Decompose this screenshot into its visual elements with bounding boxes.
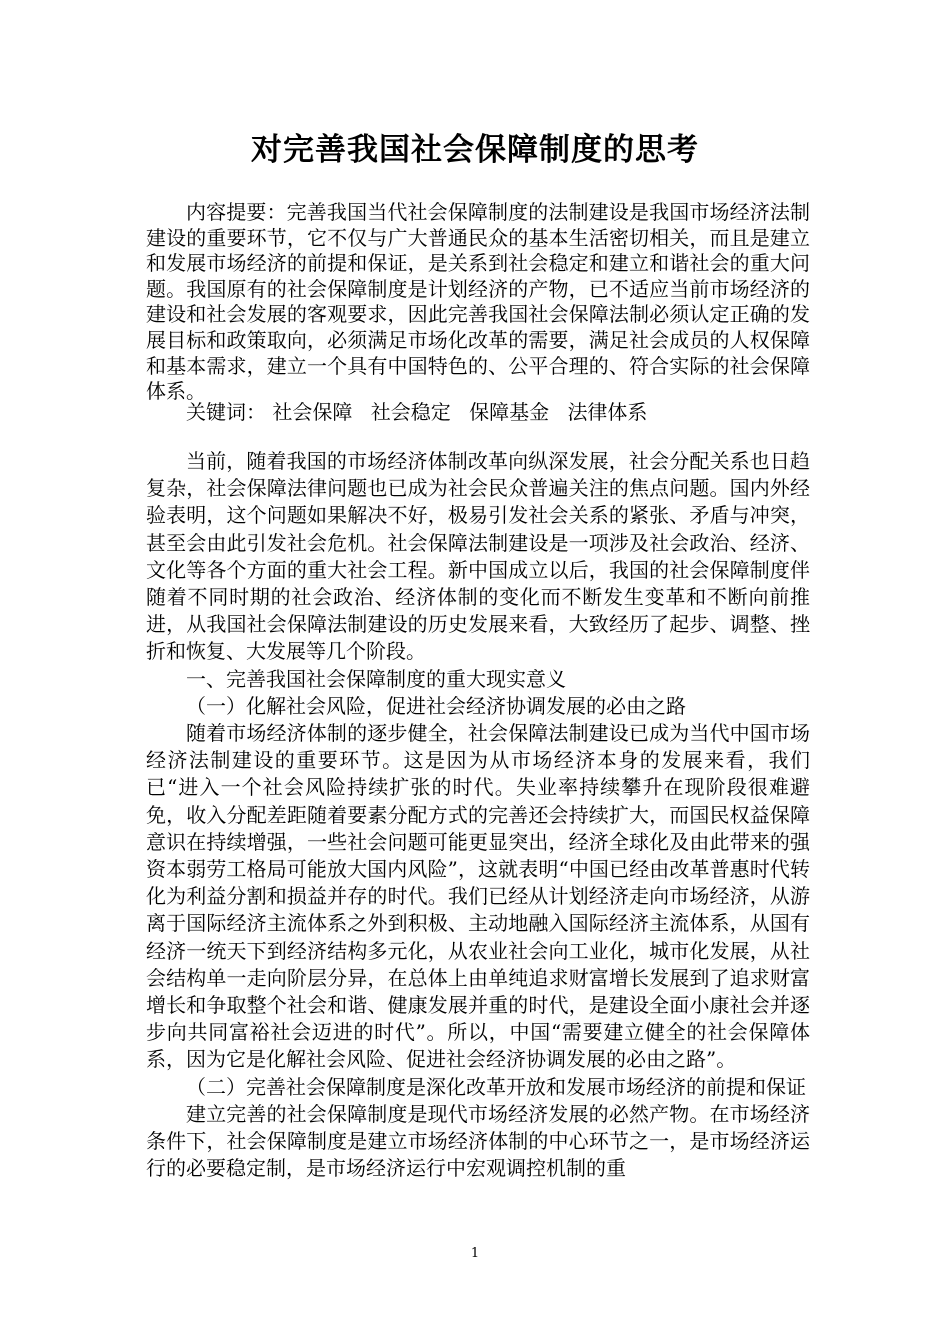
subsection-heading: （一）化解社会风险，促进社会经济协调发展的必由之路 <box>186 693 686 718</box>
body-paragraph: 当前，随着我国的市场经济体制改革向纵深发展，社会分配关系也日趋复杂，社会保障法律问题也已成为社会民众普遍关注的焦点问题。国内外经验表明，这个问题如果解决不好，极易引发社会关系的紧张、矛盾与冲突，甚至会由此引发社会危机。社会保障法制建设是一项涉及社会政治、经济、文化等各个方面的重大社会工程。新中国成立以后，我国的社会保障制度伴随着不同时期的社会政治、经济体制的变化而不断发生变革和不断向前推进，从我国社会保障法制建设的历史发展来看，大致经历了起步、调整、挫折和恢复、大发展等几个阶段。 <box>146 449 810 664</box>
keyword-item: 社会稳定 <box>370 400 451 424</box>
subsection-heading: （二）完善社会保障制度是深化改革开放和发展市场经济的前提和保证 <box>186 1074 806 1099</box>
page-number: 1 <box>470 1246 480 1261</box>
document-title: 对完善我国社会保障制度的思考 <box>251 132 699 168</box>
body-section <box>146 448 810 1182</box>
keyword-item: 保障基金 <box>469 400 550 424</box>
abstract-paragraph: 内容提要：完善我国当代社会保障制度的法制建设是我国市场经济法制建设的重要环节，它不仅与广大普通民众的基本生活密切相关，而且是建立和发展市场经济的前提和保证，是关系到社会稳定和建立和谐社会的重大问题。我国原有的社会保障制度是计划经济的产物，已不适应当前市场经济的建设和社会发展的客观要求，因此完善我国社会保障法制必须认定正确的发展目标和政策取向，必须满足市场化改革的需要，满足社会成员的人权保障和基本需求，建立一个具有中国特色的、公平合理的、符合实际的社会保障体系。 <box>146 200 810 404</box>
section-heading: 一、完善我国社会保障制度的重大现实意义 <box>186 666 566 691</box>
body-paragraph: 随着市场经济体制的逐步健全，社会保障法制建设已成为当代中国市场经济法制建设的重要环节。这是因为从市场经济本身的发展来看，我们已“进入一个社会风险持续扩张的时代。失业率持续攀升在现阶段很难避免，收入分配差距随着要素分配方式的完善还会持续扩大，而国民权益保障意识在持续增强，一些社会问题可能更显突出，经济全球化及由此带来的强资本弱劳工格局可能放大国内风险”，这就表明“中国已经由改革普惠时代转化为利益分割和损益并存的时代。我们已经从计划经济走向市场经济，从游离于国际经济主流体系之外到积极、主动地融入国际经济主流体系，从国有经济一统天下到经济结构多元化，从农业社会向工业化，城市化发展，从社会结构单一走向阶层分异，在总体上由单纯追求财富增长发展到了追求财富增长和争取整个社会和谐、健康发展并重的时代，是建设全面小康社会并逐步向共同富裕社会迈进的时代”。所以，中国“需要建立健全的社会保障体系，因为它是化解社会风险、促进社会经济协调发展的必由之路”。 <box>146 721 810 1072</box>
keyword-item: 法律体系 <box>567 400 648 424</box>
keyword-item: 社会保障 <box>272 400 353 424</box>
body-paragraph: 建立完善的社会保障制度是现代市场经济发展的必然产物。在市场经济条件下，社会保障制度是建立市场经济体制的中心环节之一，是市场经济运行的必要稳定制，是市场经济运行中宏观调控机制的重 <box>146 1101 810 1181</box>
abstract-section <box>146 200 810 405</box>
keywords-line <box>146 399 810 425</box>
keywords-label: 关键词： <box>186 400 266 424</box>
